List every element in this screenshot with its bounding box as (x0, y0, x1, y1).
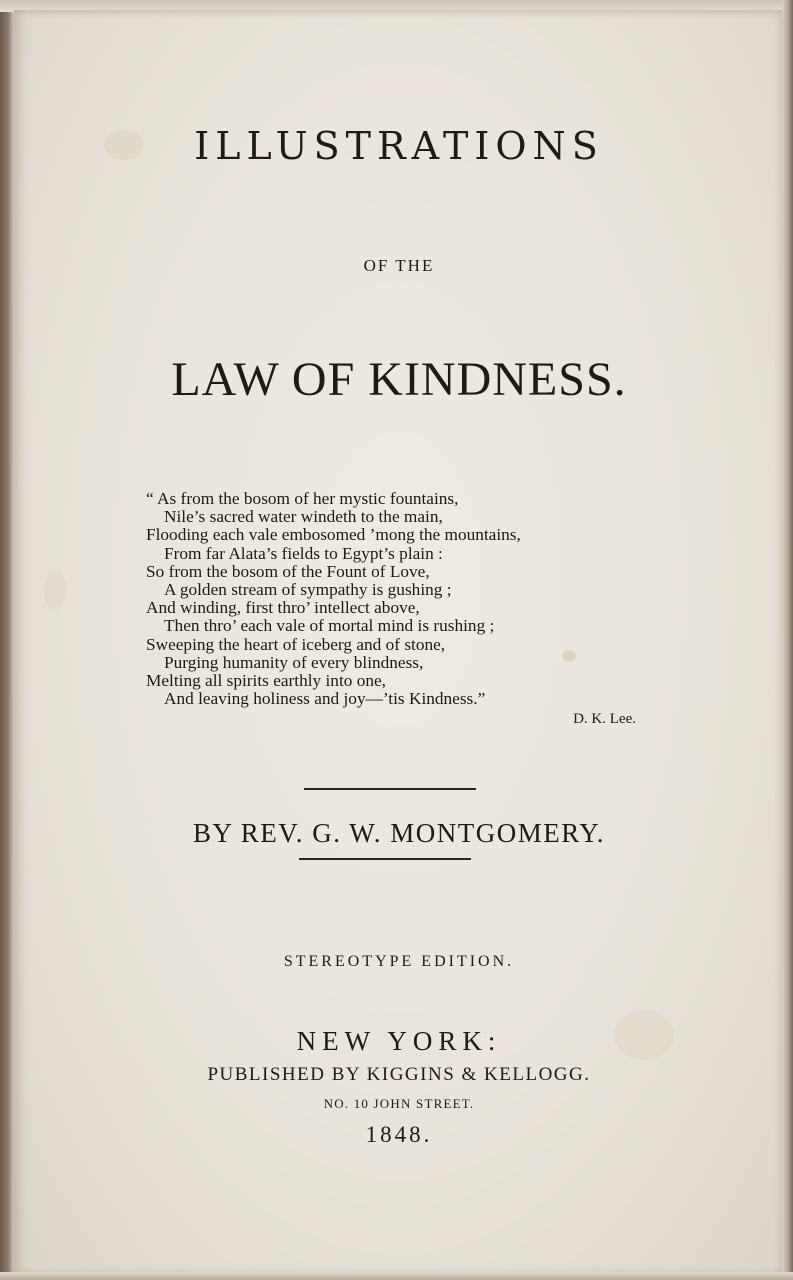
book-fore-edge (782, 0, 793, 1280)
epigraph-line: From far Alata’s fields to Egypt’s plain : (164, 543, 443, 563)
epigraph-line: Flooding each vale embosomed ’mong the mountains, (146, 525, 521, 545)
imprint-city: NEW YORK: (296, 1026, 502, 1056)
page-bottom-edge (0, 1272, 793, 1280)
epigraph-line: Nile’s sacred water windeth to the main, (164, 507, 443, 527)
epigraph-line: And leaving holiness and joy—’tis Kindness.” (164, 689, 486, 709)
imprint-year: 1848. (365, 1122, 433, 1147)
divider-rule-top (304, 788, 476, 790)
title-line-of-the: OF THE (363, 256, 435, 275)
edition-line: STEREOTYPE EDITION. (283, 953, 515, 970)
imprint-address: NO. 10 JOHN STREET. (323, 1096, 475, 1111)
title-line-law-of-kindness: LAW OF KINDNESS. (171, 353, 627, 406)
author-line: BY REV. G. W. MONTGOMERY. (192, 818, 606, 848)
epigraph (146, 490, 646, 708)
foxing-spot (44, 570, 66, 610)
title-page (14, 10, 784, 1275)
epigraph-line: Melting all spirits earthly into one, (146, 671, 386, 691)
divider-rule-bottom (299, 858, 471, 860)
imprint-publisher: PUBLISHED BY KIGGINS & KELLOGG. (207, 1064, 591, 1085)
epigraph-line: So from the bosom of the Fount of Love, (146, 561, 430, 581)
epigraph-line: Then thro’ each vale of mortal mind is rushing ; (164, 616, 495, 636)
title-line-illustrations: ILLUSTRATIONS (194, 124, 604, 168)
epigraph-line: “ As from the bosom of her mystic fountains, (146, 489, 459, 508)
epigraph-line: A golden stream of sympathy is gushing ; (164, 580, 452, 600)
epigraph-line: Purging humanity of every blindness, (164, 652, 424, 672)
epigraph-attribution: D. K. Lee. (573, 711, 636, 727)
epigraph-line: Sweeping the heart of iceberg and of stone, (146, 634, 446, 654)
epigraph-line: And winding, first thro’ intellect above, (146, 598, 420, 618)
